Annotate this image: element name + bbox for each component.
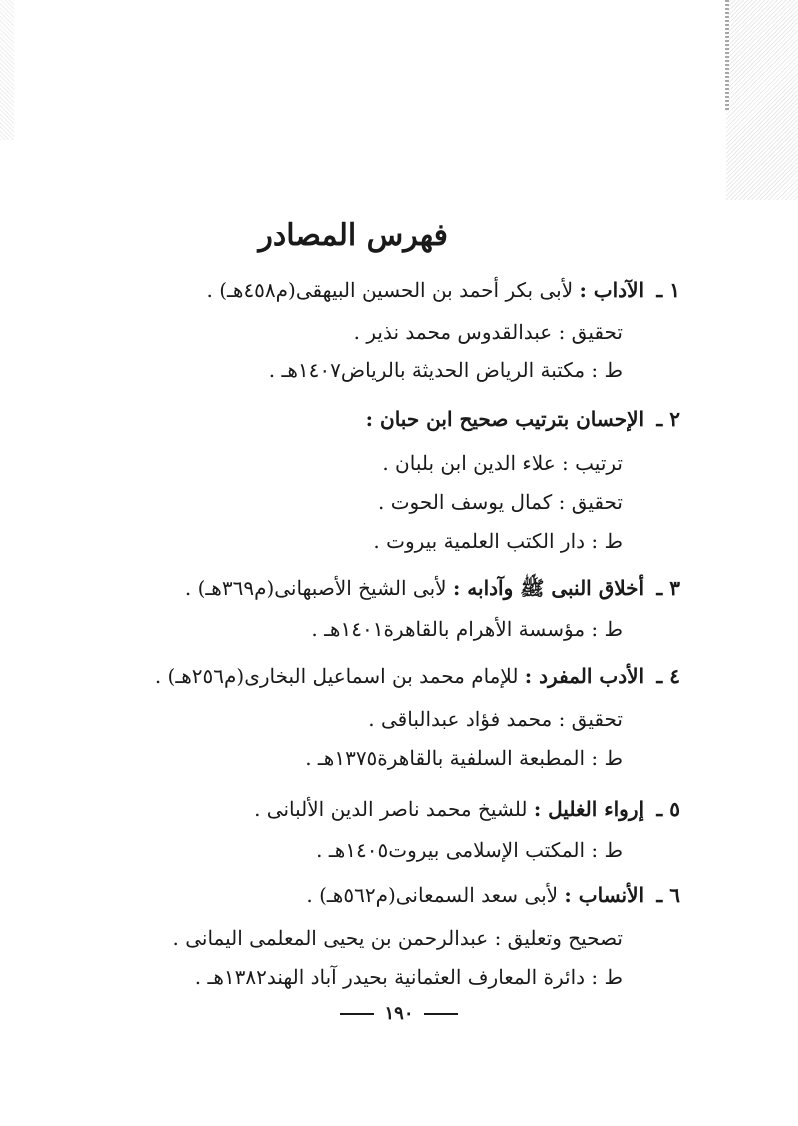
entry-5-detail: ط : المكتب الإسلامى بيروت١٤٠٥هـ . [316, 838, 623, 862]
entry-title: الإحسان بترتيب صحيح ابن حبان : [365, 407, 645, 431]
entry-6-detail: ط : دائرة المعارف العثمانية بحيدر آباد الهند١٣٨٢هـ . [194, 965, 623, 989]
entry-6-detail: تصحيح وتعليق : عبدالرحمن بن يحيى المعلمى اليمانى . [172, 926, 623, 950]
entry-2-detail: ط : دار الكتب العلمية بيروت . [373, 529, 623, 553]
entry-5-heading-line [254, 794, 680, 824]
scan-edge-left [0, 0, 14, 140]
entry-2-detail: تحقيق : كمال يوسف الحوت . [378, 490, 623, 514]
entry-number: ٥ ـ [656, 797, 680, 821]
entry-title: الآداب : [579, 278, 645, 302]
entry-title: الأنساب : [564, 883, 645, 907]
entry-2-heading-line [366, 404, 680, 434]
entry-number: ٦ ـ [656, 883, 680, 907]
entry-title: إرواء الغليل : [533, 797, 645, 821]
entry-title: الأدب المفرد : [524, 664, 645, 688]
entry-2-detail: ترتيب : علاء الدين ابن بلبان . [382, 451, 623, 475]
scan-binding-edge [725, 0, 729, 110]
entry-3-detail: ط : مؤسسة الأهرام بالقاهرة١٤٠١هـ . [311, 617, 623, 641]
entry-title: أخلاق النبى ﷺ وآدابه : [452, 576, 645, 600]
entry-author: للشيخ محمد ناصر الدين الألبانى . [254, 797, 528, 821]
entry-3-heading-line [185, 573, 680, 603]
page-number: ١٩٠ [384, 1003, 414, 1024]
entry-author: لأبى الشيخ الأصبهانى(م٣٦٩هـ) . [184, 576, 447, 600]
footer-dash-left [340, 1013, 374, 1015]
entry-author: لأبى بكر أحمد بن الحسين البيهقى(م٤٥٨هـ) . [206, 278, 574, 302]
entry-author: للإمام محمد بن اسماعيل البخارى(م٢٥٦هـ) . [154, 664, 519, 688]
entry-6-heading-line [306, 880, 680, 910]
footer-dash-right [424, 1013, 458, 1015]
entry-number: ١ ـ [656, 278, 680, 302]
entry-1-detail: تحقيق : عبدالقدوس محمد نذير . [353, 320, 623, 344]
entry-1-detail: ط : مكتبة الرياض الحديثة بالرياض١٤٠٧هـ . [268, 358, 623, 382]
entry-author: لأبى سعد السمعانى(م٥٦٢هـ) . [306, 883, 559, 907]
entry-1-heading-line [207, 275, 681, 305]
page-title: فهرس المصادر [258, 218, 448, 253]
entry-number: ٤ ـ [656, 664, 680, 688]
entry-4-detail: تحقيق : محمد فؤاد عبدالباقى . [368, 707, 623, 731]
entry-4-detail: ط : المطبعة السلفية بالقاهرة١٣٧٥هـ . [305, 746, 623, 770]
entry-4-heading-line [155, 661, 680, 691]
page-footer [0, 1003, 798, 1024]
entry-number: ٢ ـ [656, 407, 680, 431]
entry-number: ٣ ـ [656, 576, 680, 600]
scan-edge-right [726, 0, 798, 200]
